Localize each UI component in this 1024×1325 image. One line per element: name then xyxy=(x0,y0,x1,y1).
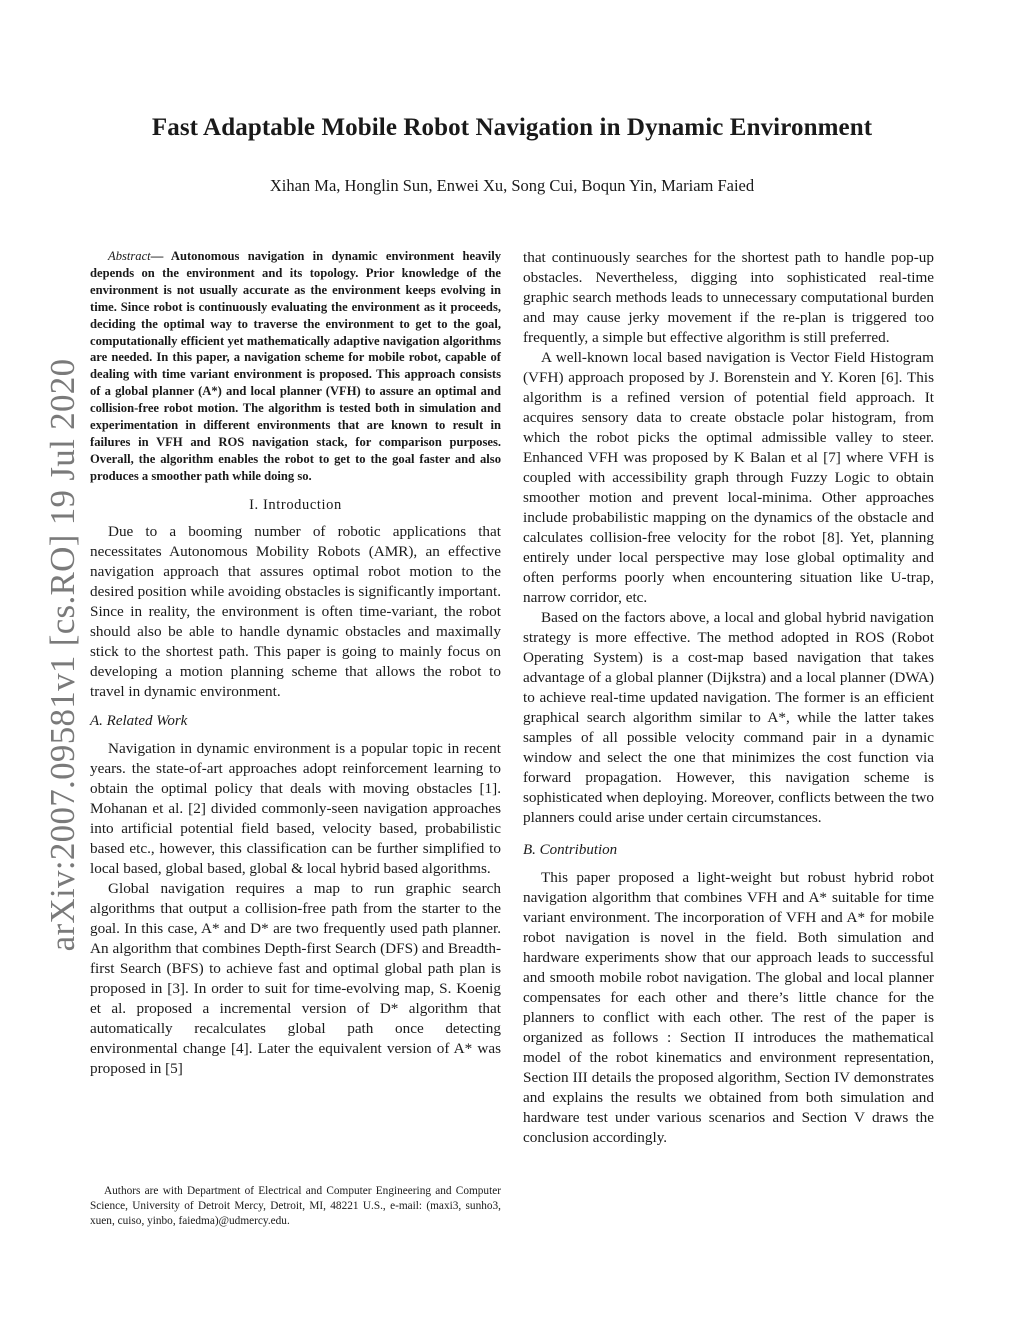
right-column xyxy=(523,248,934,1148)
related-work-paragraph-4: Based on the factors above, a local and global hybrid navigation strategy is more effective. The method adopted in ROS (Robot Operating System) is a cost-map based navigation that takes advantage of a global planner (Dijkstra) and a local planner (DWA) to achieve real-time updated navigation. The former is an efficient graphical search algorithm similar to A*, while the latter takes samples of all possible velocity command pair in a dynamic window and select the one that minimizes the cost function via forward propagation. However, this navigation scheme is sophisticated when deploying. Moreover, conflicts between the two planners could arise under certain circumstances. xyxy=(523,609,934,826)
related-work-paragraph-1: Navigation in dynamic environment is a popular topic in recent years. the state-of-art approaches adopt reinforcement learning to obtain the optimal policy that deals with moving obstacles [1]. Mohanan et al. [2] divided commonly-seen navigation approaches into artificial potential field based, velocity based, probabilistic based etc., however, this classification can be further simplified to local based, global based, global & local hybrid based algorithms. xyxy=(90,739,501,877)
introduction-paragraph-1: Due to a booming number of robotic applications that necessitates Autonomous Mobility Robots (AMR), an effective navigation approach that assures optimal robot motion to the desired position while avoiding obstacles is significantly important. Since in reality, the environment is often time-variant, the robot should also be able to handle dynamic obstacles and maximally stick to the shortest path. This paper is going to mainly focus on developing a motion planning scheme that allows the robot to travel in dynamic environment. xyxy=(90,522,501,700)
contribution-heading: B. Contribution xyxy=(523,842,618,858)
abstract-label: Abstract xyxy=(108,249,151,263)
author-affiliation-footnote: Authors are with Department of Electrical and Computer Engineering and Computer Science, University of Detroit Mercy, Detroit, MI, 48221 U.S., e-mail: (maxi3, sunho3, xuen, cuiso, yinbo, faiedma)@udmercy.edu. xyxy=(90,1185,501,1227)
related-work-paragraph-3: A well-known local based navigation is Vector Field Histogram (VFH) approach proposed by J. Borenstein and Y. Koren [6]. This algorithm is a refined version of potential field approach. It acquires sensory data to create obstacle polar histogram, from which the robot picks the optimal admissible valley to steer. Enhanced VFH was proposed by K Balan et al [7] where VFH is coupled with accessibility graph through Fuzzy Logic to obtain smoother motion and prevent local-minima. Other approaches include probabilistic mapping on the dynamics of the obstacle and calculates collision-free velocity for the robot [8]. Yet, planning entirely under local perspective may lose global optimality and often performs poorly when encountering situation like U-trap, narrow corridor, etc. xyxy=(523,349,934,606)
left-column xyxy=(90,248,501,1079)
related-work-paragraph-2: Global navigation requires a map to run graphic search algorithms that output a collision-free path from the starter to the goal. In this case, A* and D* are two frequently used path planner. An algorithm that combines Depth-first Search (DFS) and Breadth-first Search (BFS) to achieve fast and optimal global path plan is proposed in [3]. In order to suit for time-evolving map, S. Koenig et al. proposed a incremental version of D* algorithm that automatically recalculates global path once detecting environmental change [4]. Later the equivalent version of A* was proposed in [5] xyxy=(90,879,501,1077)
contribution-paragraph-1: This paper proposed a light-weight but robust hybrid robot navigation algorithm that combines VFH and A* suitable for time variant environment. The incorporation of VFH and A* for mobile robot navigation is novel in the field. Both simulation and hardware experiments show that our approach leads to successful and smooth mobile robot navigation. The global and local planner compensates for each other and there’s little chance for the planners to conflict with each other. The rest of the paper is organized as follows : Section II introduces the mathematical model of the robot kinematics and environment representation, Section III details the proposed algorithm, Section IV demonstrates and explains the results we obtained from both simulation and hardware test under various scenarios and Section V draws the conclusion accordingly. xyxy=(523,869,934,1146)
paper-title: Fast Adaptable Mobile Robot Navigation in Dynamic Environment xyxy=(151,114,873,141)
related-work-heading: A. Related Work xyxy=(90,712,188,729)
abstract xyxy=(90,248,501,485)
related-work-paragraph-2-continued: that continuously searches for the shortest path to handle pop-up obstacles. Nevertheless, digging into sophisticated real-time graphic search methods leads to unnecessary computational burden and may cause jerky movement if the re-plan is triggered too frequently, a simple but effective algorithm is still preferred. xyxy=(523,249,934,346)
introduction-heading xyxy=(90,497,501,514)
author-list: Xihan Ma, Honglin Sun, Enwei Xu, Song Cui, Boqun Yin, Mariam Faied xyxy=(269,176,755,195)
abstract-text: — Autonomous navigation in dynamic environment heavily depends on the environment and its topology. Prior knowledge of the environment is not usually accurate as the environment keeps evolving in time. Since robot is continuously evaluating the environment as it proceeds, deciding the optimal way to traverse the environment to get to the goal, computationally efficient yet mathematically adaptive navigation algorithms are needed. In this paper, a navigation scheme for mobile robot, capable of dealing with time variant environment is proposed. This approach consists of a global planner (A*) and local planner (VFH) to assure an optimal and collision-free robot motion. The algorithm is tested both in simulation and experimentation in different environments that are known to result in failures in VFH and ROS navigation stack, for comparison purposes. Overall, the algorithm enables the robot to get to the goal faster and also produces a smoother path while doing so. xyxy=(90,249,501,483)
introduction-heading-text: I. Introduction xyxy=(249,496,342,513)
arxiv-identifier: arXiv:2007.09581v1 [cs.RO] 19 Jul 2020 xyxy=(43,358,82,952)
